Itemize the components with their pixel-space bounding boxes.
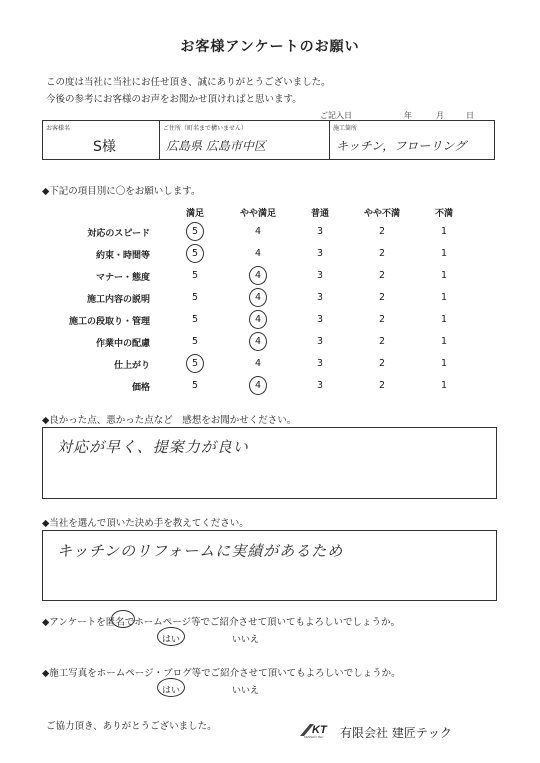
anonymous-no-option[interactable]: いいえ bbox=[232, 635, 260, 645]
date-month-label: 月 bbox=[436, 111, 444, 120]
rating-option[interactable]: 5 bbox=[191, 270, 199, 281]
rating-section-title: ◆下記の項目別に〇をお願いします。 bbox=[42, 186, 201, 197]
rating-option[interactable]: 2 bbox=[378, 226, 386, 237]
rating-selected-circle bbox=[249, 376, 267, 395]
reason-answer-box[interactable] bbox=[42, 530, 497, 601]
anonymous-yes-option[interactable]: はい bbox=[162, 635, 181, 645]
rating-option[interactable]: 4 bbox=[254, 380, 262, 391]
rating-option[interactable]: 3 bbox=[316, 292, 324, 303]
rating-option[interactable]: 5 bbox=[191, 380, 199, 391]
rating-option[interactable]: 3 bbox=[316, 358, 324, 369]
work-location-cell[interactable] bbox=[330, 121, 494, 159]
rating-selected-circle bbox=[186, 222, 204, 241]
photo-yes-circle bbox=[157, 678, 185, 697]
rating-option[interactable]: 4 bbox=[254, 292, 262, 303]
rating-option[interactable]: 1 bbox=[440, 314, 448, 325]
rating-option[interactable]: 5 bbox=[191, 248, 199, 259]
rating-option[interactable]: 1 bbox=[440, 358, 448, 369]
rating-option[interactable]: 2 bbox=[378, 248, 386, 259]
reason-answer-text: キッチンのリフォームに実績があるため bbox=[57, 542, 344, 560]
customer-info-box bbox=[42, 120, 495, 160]
date-day-label: 日 bbox=[466, 111, 474, 120]
rating-option[interactable]: 3 bbox=[316, 336, 324, 347]
anonymous-section-title: ◆アンケートを匿名でホームページ等でご紹介させて頂いてもよろしいでしょうか。 bbox=[42, 617, 401, 628]
rating-row-label: 施工内容の説明 bbox=[86, 295, 150, 305]
customer-address-cell[interactable] bbox=[160, 121, 330, 159]
intro-line-1: この度は当社に当社にお任せ頂き、誠にありがとうございました。 bbox=[46, 77, 331, 88]
rating-row-label: 作業中の配慮 bbox=[95, 339, 150, 349]
logo-subtext: KENSHO TEC bbox=[304, 735, 324, 738]
rating-selected-circle bbox=[249, 310, 267, 329]
anonymous-word-circle bbox=[111, 610, 135, 628]
rating-option[interactable]: 4 bbox=[254, 358, 262, 369]
thank-you-text: ご協力頂き、ありがとうございました。 bbox=[46, 721, 217, 732]
rating-selected-circle bbox=[186, 244, 204, 263]
anonymous-yes-circle bbox=[157, 627, 185, 646]
rating-row-label: 対応のスピード bbox=[87, 229, 150, 239]
feedback-section-title: ◆良かった点、悪かった点など 感想をお聞かせください。 bbox=[42, 415, 297, 426]
customer-address-label: ご住所（町名まで構いません） bbox=[163, 125, 248, 132]
rating-option[interactable]: 4 bbox=[254, 336, 262, 347]
col-header-somewhat-dissatisfied: やや不満 bbox=[363, 209, 400, 219]
rating-option[interactable]: 2 bbox=[378, 380, 386, 391]
rating-option[interactable]: 2 bbox=[378, 292, 386, 303]
rating-option[interactable]: 5 bbox=[191, 292, 199, 303]
company-logo-icon bbox=[300, 722, 336, 738]
col-header-somewhat-satisfied: やや満足 bbox=[239, 209, 276, 219]
rating-option[interactable]: 1 bbox=[440, 292, 448, 303]
intro-line-2: 今後の参考にお客様のお声をお聞かせ頂ければと思います。 bbox=[46, 94, 302, 105]
rating-option[interactable]: 3 bbox=[316, 380, 324, 391]
customer-name-label: お客様名 bbox=[46, 125, 71, 132]
feedback-answer-box[interactable] bbox=[42, 427, 497, 499]
rating-option[interactable]: 1 bbox=[440, 270, 448, 281]
rating-selected-circle bbox=[249, 266, 267, 285]
rating-option[interactable]: 5 bbox=[191, 358, 199, 369]
rating-option[interactable]: 1 bbox=[440, 248, 448, 259]
rating-option[interactable]: 4 bbox=[254, 270, 262, 281]
rating-row-label: マナー・態度 bbox=[95, 273, 150, 283]
col-header-neutral: 普通 bbox=[310, 209, 329, 219]
rating-option[interactable]: 2 bbox=[378, 336, 386, 347]
rating-option[interactable]: 1 bbox=[440, 226, 448, 237]
customer-address-value: 広島県 広島市中区 bbox=[166, 139, 266, 153]
rating-option[interactable]: 3 bbox=[316, 226, 324, 237]
work-location-label: 施工箇所 bbox=[333, 125, 358, 132]
photo-no-option[interactable]: いいえ bbox=[232, 686, 260, 696]
photo-yes-option[interactable]: はい bbox=[162, 686, 181, 696]
rating-option[interactable]: 3 bbox=[316, 314, 324, 325]
customer-name-cell[interactable] bbox=[43, 121, 160, 159]
rating-selected-circle bbox=[249, 288, 267, 307]
rating-row-label: 約束・時間等 bbox=[95, 251, 150, 261]
rating-option[interactable]: 4 bbox=[254, 226, 262, 237]
company-name: 有限会社 建匠テック bbox=[340, 726, 452, 740]
rating-option[interactable]: 4 bbox=[254, 314, 262, 325]
rating-row-label: 仕上がり bbox=[113, 361, 150, 371]
date-label: ご記入日 bbox=[320, 111, 352, 120]
page-title: お客様アンケートのお願い bbox=[180, 39, 360, 55]
col-header-dissatisfied: 不満 bbox=[434, 209, 453, 219]
feedback-answer-text: 対応が早く、提案力が良い bbox=[57, 438, 249, 456]
rating-option[interactable]: 2 bbox=[378, 314, 386, 325]
rating-option[interactable]: 5 bbox=[191, 336, 199, 347]
col-header-satisfied: 満足 bbox=[185, 209, 204, 219]
rating-row-label: 価格 bbox=[131, 383, 150, 393]
work-location-value: キッチン，フローリング bbox=[336, 139, 466, 153]
rating-option[interactable]: 5 bbox=[191, 226, 199, 237]
rating-option[interactable]: 4 bbox=[254, 248, 262, 259]
rating-option[interactable]: 2 bbox=[378, 270, 386, 281]
rating-option[interactable]: 1 bbox=[440, 380, 448, 391]
photo-section-title: ◆施工写真をホームページ・ブログ等でご紹介させて頂いてもよろしいでしょうか。 bbox=[42, 668, 401, 679]
rating-selected-circle bbox=[249, 332, 267, 351]
rating-option[interactable]: 1 bbox=[440, 336, 448, 347]
reason-section-title: ◆当社を選んで頂いた決め手を教えてください。 bbox=[42, 518, 249, 529]
rating-selected-circle bbox=[186, 354, 204, 373]
rating-option[interactable]: 2 bbox=[378, 358, 386, 369]
rating-option[interactable]: 5 bbox=[191, 314, 199, 325]
customer-name-value: S様 bbox=[93, 139, 116, 155]
rating-option[interactable]: 3 bbox=[316, 270, 324, 281]
rating-option[interactable]: 3 bbox=[316, 248, 324, 259]
date-year-label: 年 bbox=[404, 111, 412, 120]
rating-row-label: 施工の段取り・管理 bbox=[68, 317, 150, 327]
logo-text: KT bbox=[312, 724, 327, 736]
